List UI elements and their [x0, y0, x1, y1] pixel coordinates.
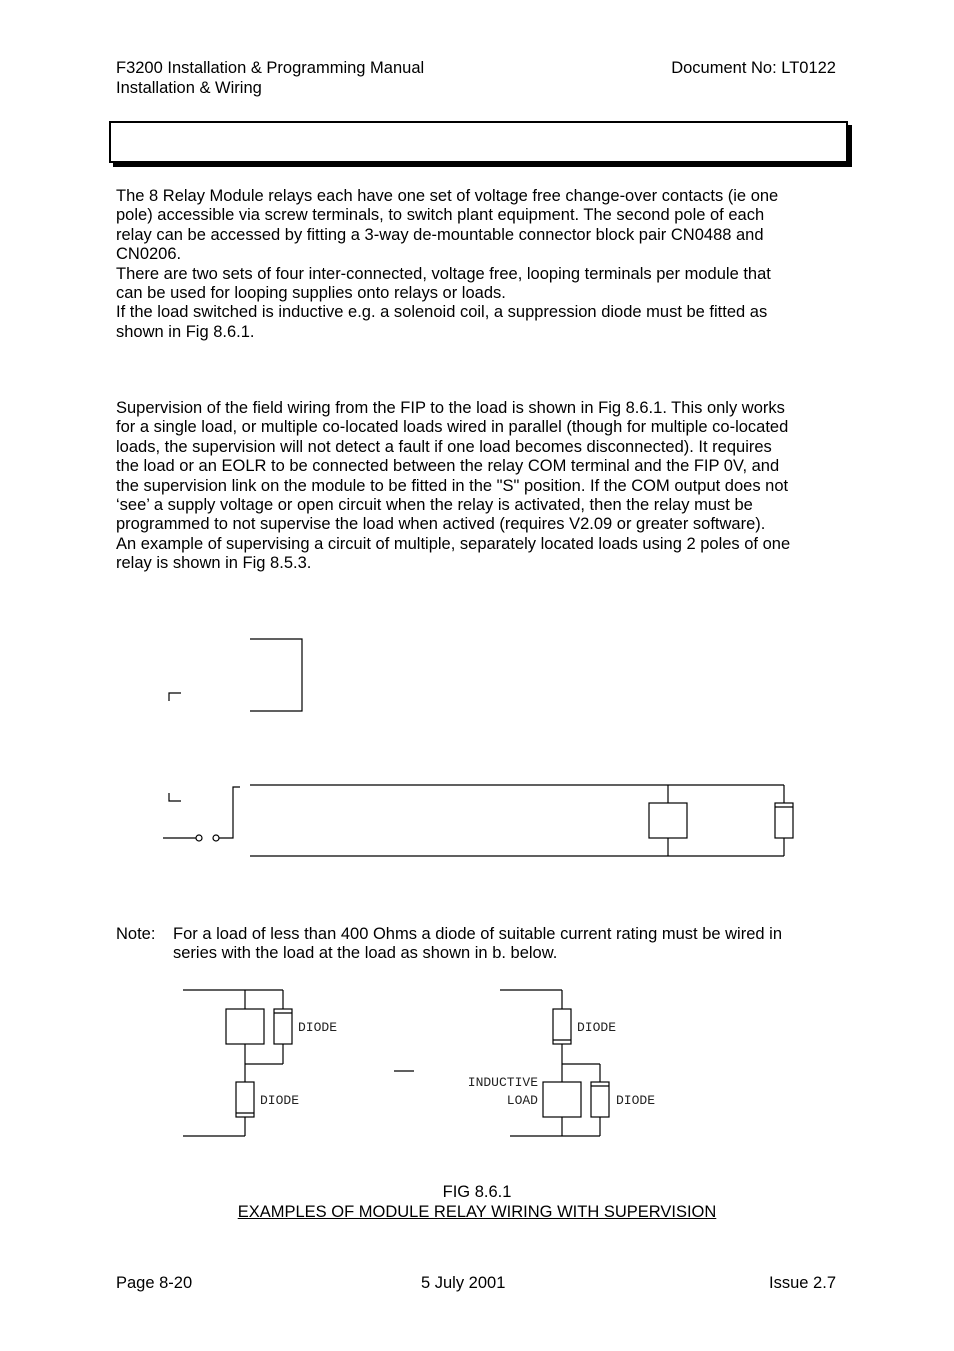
text-line: relay can be accessed by fitting a 3-way de-mountable connector block pair CN0488 and — [116, 225, 764, 244]
load-label: LOAD — [506, 1093, 538, 1108]
note-line: For a load of less than 400 Ohms a diode of suitable current rating must be wired in — [173, 925, 782, 943]
diode-label: DIODE — [577, 1020, 617, 1035]
diode-label: DIODE — [616, 1093, 656, 1108]
document-number: Document No: LT0122 — [671, 59, 836, 77]
issue-number: Issue 2.7 — [769, 1274, 836, 1292]
text-line: pole) accessible via screw terminals, to switch plant equipment. The second pole of each — [116, 206, 765, 225]
load-box — [649, 803, 687, 838]
footer-date: 5 July 2001 — [421, 1274, 506, 1292]
text-line: the supervision link on the module to be fitted in the "S" position. If the COM output does not — [116, 476, 789, 495]
text-line: If the load switched is inductive e.g. a solenoid coil, a suppression diode must be fitted as — [116, 303, 768, 322]
relay-wiring-diagram — [0, 600, 954, 880]
text-line: for a single load, or multiple co-located loads wired in parallel (though for multiple co-located — [116, 418, 789, 437]
diode-wiring-diagrams — [0, 980, 954, 1150]
text-line: relay is shown in Fig 8.5.3. — [116, 554, 312, 573]
text-line: An example of supervising a circuit of multiple, separately located loads using 2 poles of one — [116, 534, 791, 553]
section-title: Installation & Wiring — [116, 79, 262, 97]
note-label: Note: — [116, 925, 156, 943]
text-line: The 8 Relay Module relays each have one set of voltage free change-over contacts (ie one — [116, 187, 779, 205]
eol-resistor — [775, 803, 793, 838]
note-text — [173, 925, 853, 964]
figure-caption-wrap — [0, 1202, 954, 1222]
text-line: CN0206. — [116, 245, 182, 264]
inductive-label: INDUCTIVE — [467, 1075, 538, 1090]
text-line: shown in Fig 8.6.1. — [116, 322, 255, 341]
figure-number: FIG 8.6.1 — [442, 1183, 512, 1201]
corner-mark — [169, 793, 181, 801]
switch-contact — [196, 835, 202, 841]
paragraph-relay-contacts — [116, 187, 846, 342]
wiring-bracket — [250, 639, 302, 711]
diode-symbol — [591, 1082, 609, 1117]
note-line: series with the load at the load as shown in b. below. — [173, 944, 558, 963]
figure-caption: EXAMPLES OF MODULE RELAY WIRING WITH SUPERVISION — [237, 1203, 717, 1221]
diode-symbol — [553, 1009, 571, 1044]
text-line: ‘see’ a supply voltage or open circuit when the relay is activated, then the relay must be — [116, 496, 753, 515]
text-line: the load or an EOLR to be connected between the relay COM terminal and the FIP 0V, and — [116, 457, 780, 476]
text-line: There are two sets of four inter-connected, voltage free, looping terminals per module that — [116, 264, 771, 283]
manual-title: F3200 Installation & Programming Manual — [116, 59, 425, 77]
page-number: Page 8-20 — [116, 1274, 193, 1292]
inductive-load-box — [543, 1082, 581, 1117]
diode-label: DIODE — [260, 1093, 300, 1108]
diode-symbol — [236, 1082, 254, 1117]
paragraph-supervision — [116, 399, 846, 574]
text-line: programmed to not supervise the load when actived (requires V2.09 or greater software). — [116, 515, 766, 534]
corner-mark — [169, 693, 181, 701]
load-box — [226, 1009, 264, 1044]
text-line: loads, the supervision will not detect a fault if one load becomes disconnected). It requires — [116, 437, 772, 456]
switch-contact — [213, 835, 219, 841]
switch-arm — [219, 787, 240, 838]
text-line: can be used for looping supplies onto relays or loads. — [116, 284, 506, 303]
diode-label: DIODE — [298, 1020, 338, 1035]
diode-symbol — [274, 1009, 292, 1044]
text-line: Supervision of the field wiring from the FIP to the load is shown in Fig 8.6.1. This only works — [116, 399, 785, 417]
section-heading-box — [109, 121, 848, 163]
